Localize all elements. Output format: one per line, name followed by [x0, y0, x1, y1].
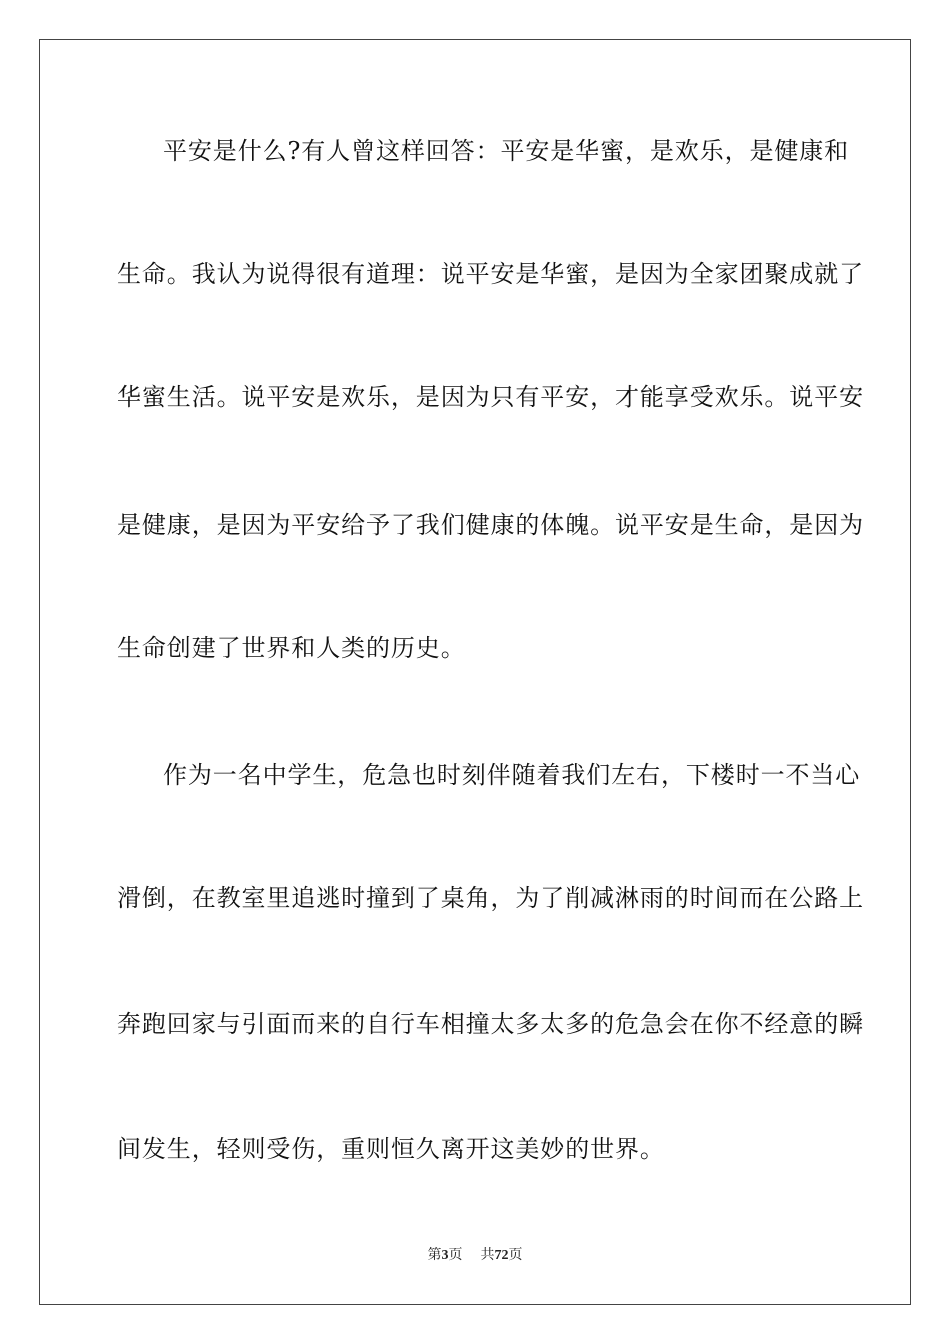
paragraph-1-line-5: 生命创建了世界和人类的历史。: [117, 634, 466, 662]
page-border: [39, 39, 911, 1305]
paragraph-1-line-3: 华蜜生活。说平安是欢乐，是因为只有平安，才能享受欢乐。说平安: [117, 383, 864, 411]
page-footer: [0, 1247, 950, 1265]
footer-total-suffix: 页: [508, 1248, 523, 1263]
paragraph-2-line-2: 滑倒，在教室里追逃时撞到了桌角，为了削减淋雨的时间而在公路上: [117, 884, 864, 912]
footer-page-prefix: 第: [427, 1248, 442, 1263]
paragraph-1-line-2: 生命。我认为说得很有道理：说平安是华蜜，是因为全家团聚成就了: [117, 260, 864, 288]
footer-total-prefix: 共: [480, 1248, 495, 1263]
footer-page-suffix: 页: [448, 1248, 463, 1263]
footer-page-number: 3: [441, 1248, 449, 1263]
paragraph-1-line-1: 平安是什么?有人曾这样回答：平安是华蜜，是欢乐，是健康和: [163, 137, 850, 165]
footer-total-pages: 72: [494, 1248, 509, 1263]
paragraph-2-line-3: 奔跑回家与引面而来的自行车相撞太多太多的危急会在你不经意的瞬: [117, 1010, 864, 1038]
paragraph-2-line-4: 间发生，轻则受伤，重则恒久离开这美妙的世界。: [117, 1135, 665, 1163]
paragraph-1-line-4: 是健康，是因为平安给予了我们健康的体魄。说平安是生命，是因为: [117, 511, 864, 539]
paragraph-2-line-1: 作为一名中学生，危急也时刻伴随着我们左右，下楼时一不当心: [163, 761, 861, 789]
